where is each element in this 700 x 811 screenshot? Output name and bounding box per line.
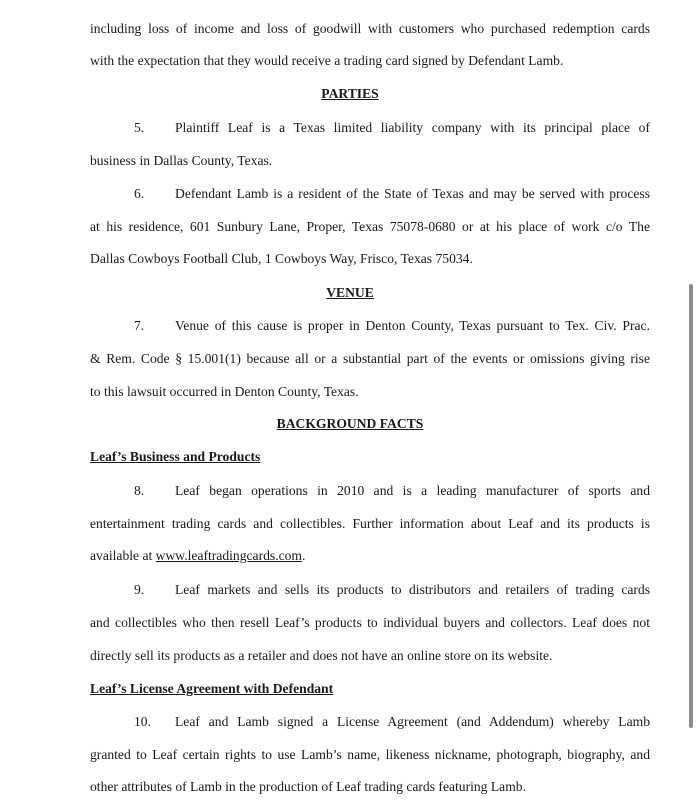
paragraph-6-line-1: Defendant Lamb is a resident of the State of Texas and may be served with process	[175, 186, 650, 201]
paragraph-9-line-1: Leaf markets and sells its products to distributors and retailers of trading cards	[175, 582, 650, 597]
paragraph-8-line-3-prefix: available at	[90, 548, 156, 563]
paragraph-10-line-3: other attributes of Lamb in the production of Leaf trading cards featuring Lamb.	[90, 779, 526, 794]
subheading-business-products: Leaf’s Business and Products	[90, 449, 261, 464]
paragraph-8-number: 8.	[134, 483, 145, 498]
paragraph-7-number: 7.	[134, 318, 145, 333]
paragraph-9-line-2: and collectibles who then resell Leaf’s products to individual buyers and collectors. Leaf does not	[90, 615, 650, 630]
intro-line-1: including loss of income and loss of goodwill with customers who purchased redemption cards	[90, 21, 650, 36]
paragraph-5-number: 5.	[134, 120, 145, 135]
paragraph-9-number: 9.	[134, 582, 145, 597]
paragraph-6-line-3: Dallas Cowboys Football Club, 1 Cowboys Way, Frisco, Texas 75034.	[90, 251, 473, 266]
parties-heading: PARTIES	[321, 86, 379, 101]
paragraph-7-line-2: & Rem. Code § 15.001(1) because all or a substantial part of the events or omissions giving rise	[90, 351, 650, 366]
paragraph-5-line-2: business in Dallas County, Texas.	[90, 153, 273, 168]
paragraph-8-line-1: Leaf began operations in 2010 and is a leading manufacturer of sports and	[175, 483, 650, 498]
paragraph-8-line-2: entertainment trading cards and collectibles. Further information about Leaf and its products is	[90, 516, 650, 531]
paragraph-7-line-1: Venue of this cause is proper in Denton County, Texas pursuant to Tex. Civ. Prac.	[175, 318, 650, 333]
paragraph-7-line-3: to this lawsuit occurred in Denton County, Texas.	[90, 384, 359, 399]
leaf-website-link[interactable]: www.leaftradingcards.com	[155, 548, 302, 563]
subheading-license-agreement: Leaf’s License Agreement with Defendant	[90, 681, 334, 696]
venue-heading: VENUE	[326, 285, 374, 300]
paragraph-9-line-3: directly sell its products as a retailer and does not have an online store on its website.	[90, 648, 553, 663]
paragraph-5-line-1: Plaintiff Leaf is a Texas limited liability company with its principal place of	[175, 120, 650, 135]
paragraph-8-line-3	[90, 548, 650, 564]
paragraph-10-line-2: granted to Leaf certain rights to use Lamb’s name, likeness nickname, photograph, biography, and	[90, 747, 650, 762]
paragraph-6-number: 6.	[134, 186, 145, 201]
intro-line-2: with the expectation that they would receive a trading card signed by Defendant Lamb.	[90, 53, 564, 68]
paragraph-8-line-3-suffix: .	[302, 548, 306, 563]
paragraph-10-line-1: Leaf and Lamb signed a License Agreement (and Addendum) whereby Lamb	[175, 714, 650, 729]
background-facts-heading: BACKGROUND FACTS	[276, 416, 424, 431]
paragraph-10-number: 10.	[134, 714, 151, 729]
paragraph-6-line-2: at his residence, 601 Sunbury Lane, Proper, Texas 75078-0680 or at his place of work c/o The	[90, 219, 650, 234]
vertical-scrollbar[interactable]	[689, 284, 693, 728]
